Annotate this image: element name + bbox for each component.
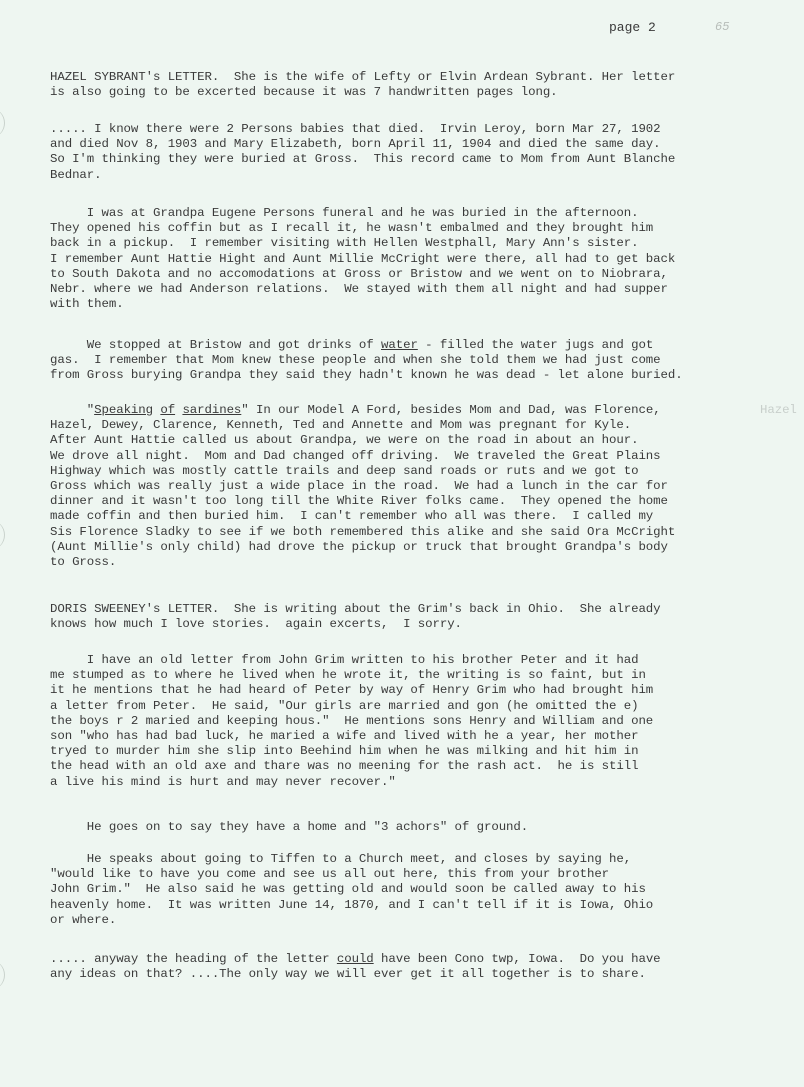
paragraph-tiffen-church xyxy=(50,852,780,928)
text-line: "Speaking of sardines" In our Model A Ford, besides Mom and Dad, was Florence, xyxy=(50,403,668,417)
paragraph-doris-letter-intro xyxy=(50,602,780,632)
text-line: to South Dakota and no accomodations at Gross or Bristow and we went on to Niobrara, xyxy=(50,266,668,281)
text-line: or where. xyxy=(50,912,117,927)
text-line: any ideas on that? ....The only way we will ever get it all together is to share. xyxy=(50,967,646,982)
paragraph-persons-babies xyxy=(50,122,780,183)
paragraph-hazel-letter-intro xyxy=(50,70,780,100)
text-line: Highway which was mostly cattle trails and deep sand roads or ruts and we got to xyxy=(50,463,639,478)
text-line: back in a pickup. I remember visiting with Hellen Westphall, Mary Ann's sister. xyxy=(50,236,639,251)
text-line: Hazel, Dewey, Clarence, Kenneth, Ted and Annette and Mom was pregnant for Kyle. xyxy=(50,418,632,433)
text-line: tryed to murder him she slip into Beehind him when he was milking and hit him in xyxy=(50,744,639,759)
text-line: Sis Florence Sladky to see if we both remembered this alike and she said Ora McCright xyxy=(50,524,676,539)
text-line: with them. xyxy=(50,297,124,312)
text-line: I was at Grandpa Eugene Persons funeral and he was buried in the afternoon. xyxy=(50,206,639,220)
text-line: is also going to be excerted because it was 7 handwritten pages long. xyxy=(50,85,558,100)
text-line: He goes on to say they have a home and "3 achors" of ground. xyxy=(50,820,529,834)
text-line: We drove all night. Mom and Dad changed off driving. We traveled the Great Plains xyxy=(50,448,661,463)
text-line: heavenly home. It was written June 14, 1870, and I can't tell if it is Iowa, Ohio xyxy=(50,897,654,912)
text-line: me stumped as to where he lived when he wrote it, the writing is so faint, but in xyxy=(50,668,646,683)
paragraph-home-ground xyxy=(50,820,780,835)
text-line: Gross which was really just a wide place in the road. We had a lunch in the car for xyxy=(50,479,668,494)
text-line: He speaks about going to Tiffen to a Church meet, and closes by saying he, xyxy=(50,852,632,866)
binder-hole xyxy=(0,520,5,550)
text-line: HAZEL SYBRANT's LETTER. She is the wife of Lefty or Elvin Ardean Sybrant. Her letter xyxy=(50,70,676,84)
text-line: a letter from Peter. He said, "Our girls are married and gon (he omitted the e) xyxy=(50,698,639,713)
text-line: gas. I remember that Mom knew these people and when she told them we had just come xyxy=(50,353,661,368)
paragraph-bristow xyxy=(50,338,780,384)
text-line: DORIS SWEENEY's LETTER. She is writing about the Grim's back in Ohio. She already xyxy=(50,602,661,616)
text-line: the head with an old axe and thare was no meening for the rash act. he is still xyxy=(50,759,639,774)
text-line: John Grim." He also said he was getting old and would soon be called away to his xyxy=(50,882,646,897)
text-line: to Gross. xyxy=(50,555,117,570)
text-line: I remember Aunt Hattie Hight and Aunt Millie McCright were there, all had to get back xyxy=(50,251,676,266)
text-line: So I'm thinking they were buried at Gross. This record came to Mom from Aunt Blanche xyxy=(50,152,676,167)
text-line: it he mentions that he had heard of Peter by way of Henry Grim who had brought him xyxy=(50,683,654,698)
paragraph-closing xyxy=(50,952,780,982)
binder-hole xyxy=(0,108,5,138)
text-line: I have an old letter from John Grim written to his brother Peter and it had xyxy=(50,653,639,667)
paragraph-john-grim-letter xyxy=(50,653,780,790)
text-line: Bednar. xyxy=(50,167,102,182)
text-line: (Aunt Millie's only child) had drove the pickup or truck that brought Grandpa's body xyxy=(50,539,668,554)
text-line: a live his mind is hurt and may never recover." xyxy=(50,774,396,789)
text-line: dinner and it wasn't too long till the White River folks came. They opened the home xyxy=(50,494,668,509)
page-number: page 2 xyxy=(609,20,656,35)
text-line: "would like to have you come and see us all out here, this from your brother xyxy=(50,867,610,882)
text-line: knows how much I love stories. again excerts, I sorry. xyxy=(50,617,462,632)
text-line: made coffin and then buried him. I can't remember who all was there. I called my xyxy=(50,509,654,524)
text-line: ..... I know there were 2 Persons babies that died. Irvin Leroy, born Mar 27, 1902 xyxy=(50,122,661,136)
text-line: After Aunt Hattie called us about Grandpa, we were on the road in about an hour. xyxy=(50,433,639,448)
text-line: from Gross burying Grandpa they said they hadn't known he was dead - let alone buried. xyxy=(50,368,683,383)
text-line: and died Nov 8, 1903 and Mary Elizabeth, born April 11, 1904 and died the same day. xyxy=(50,137,661,152)
text-line: We stopped at Bristow and got drinks of water - filled the water jugs and got xyxy=(50,338,654,352)
text-line: the boys r 2 maried and keeping hous." He mentions sons Henry and William and one xyxy=(50,713,654,728)
text-line: ..... anyway the heading of the letter could have been Cono twp, Iowa. Do you have xyxy=(50,952,661,966)
margin-faint-word: Hazel xyxy=(760,403,797,417)
paragraph-sardines xyxy=(50,403,780,570)
handwritten-page-mark: 65 xyxy=(715,20,730,34)
text-line: son "who has had bad luck, he maried a wife and lived with he a year, her mother xyxy=(50,729,639,744)
binder-hole xyxy=(0,960,5,990)
paragraph-funeral xyxy=(50,206,780,312)
text-line: Nebr. where we had Anderson relations. We stayed with them all night and had supper xyxy=(50,282,668,297)
text-line: They opened his coffin but as I recall it, he wasn't embalmed and they brought him xyxy=(50,221,654,236)
